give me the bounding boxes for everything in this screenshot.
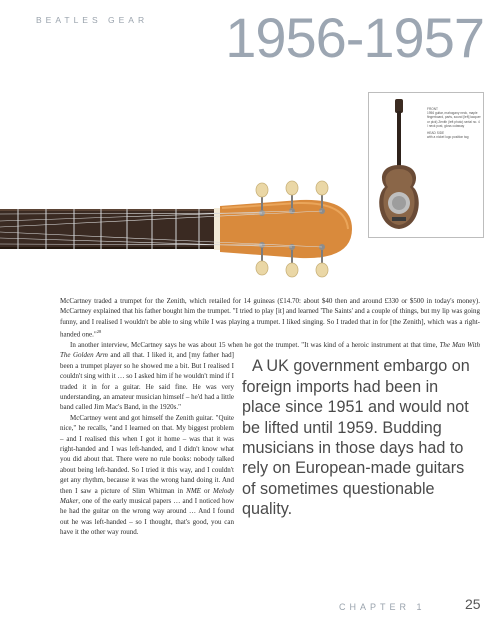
page-title: 1956-1957 xyxy=(225,6,484,69)
article-body xyxy=(60,296,480,538)
running-head: BEATLES GEAR xyxy=(36,15,149,25)
chapter-label: CHAPTER 1 xyxy=(339,602,426,612)
inset-caption-text: with a nickel logo position tag xyxy=(427,135,469,140)
inset-guitar-photo xyxy=(368,92,484,238)
pull-quote: A UK government embargo on foreign imports had been in place since 1951 and would not be lifted until 1959. Budding musicians in those days had to rely on European-made guitars of sometimes questionable quality. xyxy=(242,357,470,519)
guitar-neck-photo xyxy=(0,175,356,285)
acoustic-guitar-illustration xyxy=(371,95,431,237)
inset-caption-heading: HEAD SIDE xyxy=(427,131,445,136)
paragraph: McCartney went and got himself the Zenith guitar. "Quite nice," he recalls, "and I learned on that. My biggest problem – and I realised this when I got it home – was that it was right-handed and I was left-handed, and I didn't know what you did about that. There were no rule books: nobody talked about being left-handed. So I tried it this way, and I couldn't get any rhythm, because it was the wrong hand doing it. And then I saw a picture of Slim Whitman in NME or Melody Maker, one of the early musical papers … and I noticed how he had the guitar on the wrong way around … And I found out he was left-handed – so I thought, that's good, you can have it the other way round. xyxy=(60,413,234,537)
footnote-ref: 28 xyxy=(96,329,102,335)
inset-caption-heading: FRONT xyxy=(427,107,438,111)
paragraph: McCartney traded a trumpet for the Zenith, which retailed for 14 guineas (£14.70: about $40 then and around £330 or $500 in today's money). McCartney explained that his father bought him the trumpet. "I tried to play [it] and learned 'The Saints' and a couple of things, but my lip was going funny, and I realised I wouldn't be able to sing while I was playing a trumpet. I liked singing. So I traded that in for [the Zenith], which was a right-handed one."$^{28}$ xyxy=(60,297,480,339)
inset-caption-text: 1956 guitar, mahogany neck, maple fingerboard, parts, sound [left] lacquer or pick) Zenith (left photo) serial no. 4 / neck post, gloss cutaway xyxy=(427,111,481,128)
page-number: 25 xyxy=(465,596,481,612)
paragraph: In another interview, McCartney says he was about 15 when he got the trumpet. "It was kind of a heroic instrument at that time, The Man With The Golden Arm A UK government embargo on foreign imports had been in place since 1951 and would not be lifted until 1959. Budding musicians in those days had to rely on European-made guitars of sometimes questionable quality. and all that. I liked it, and [my father had] been a trumpet player so he showed me a bit. But I realised I couldn't sing with it … so I asked him if he wouldn't mind if I traded it in for a guitar. He said fine. He was very understanding, an amateur musician himself – he'd had a little band called Jim Mac's Band, in the 1920s." xyxy=(60,340,480,519)
